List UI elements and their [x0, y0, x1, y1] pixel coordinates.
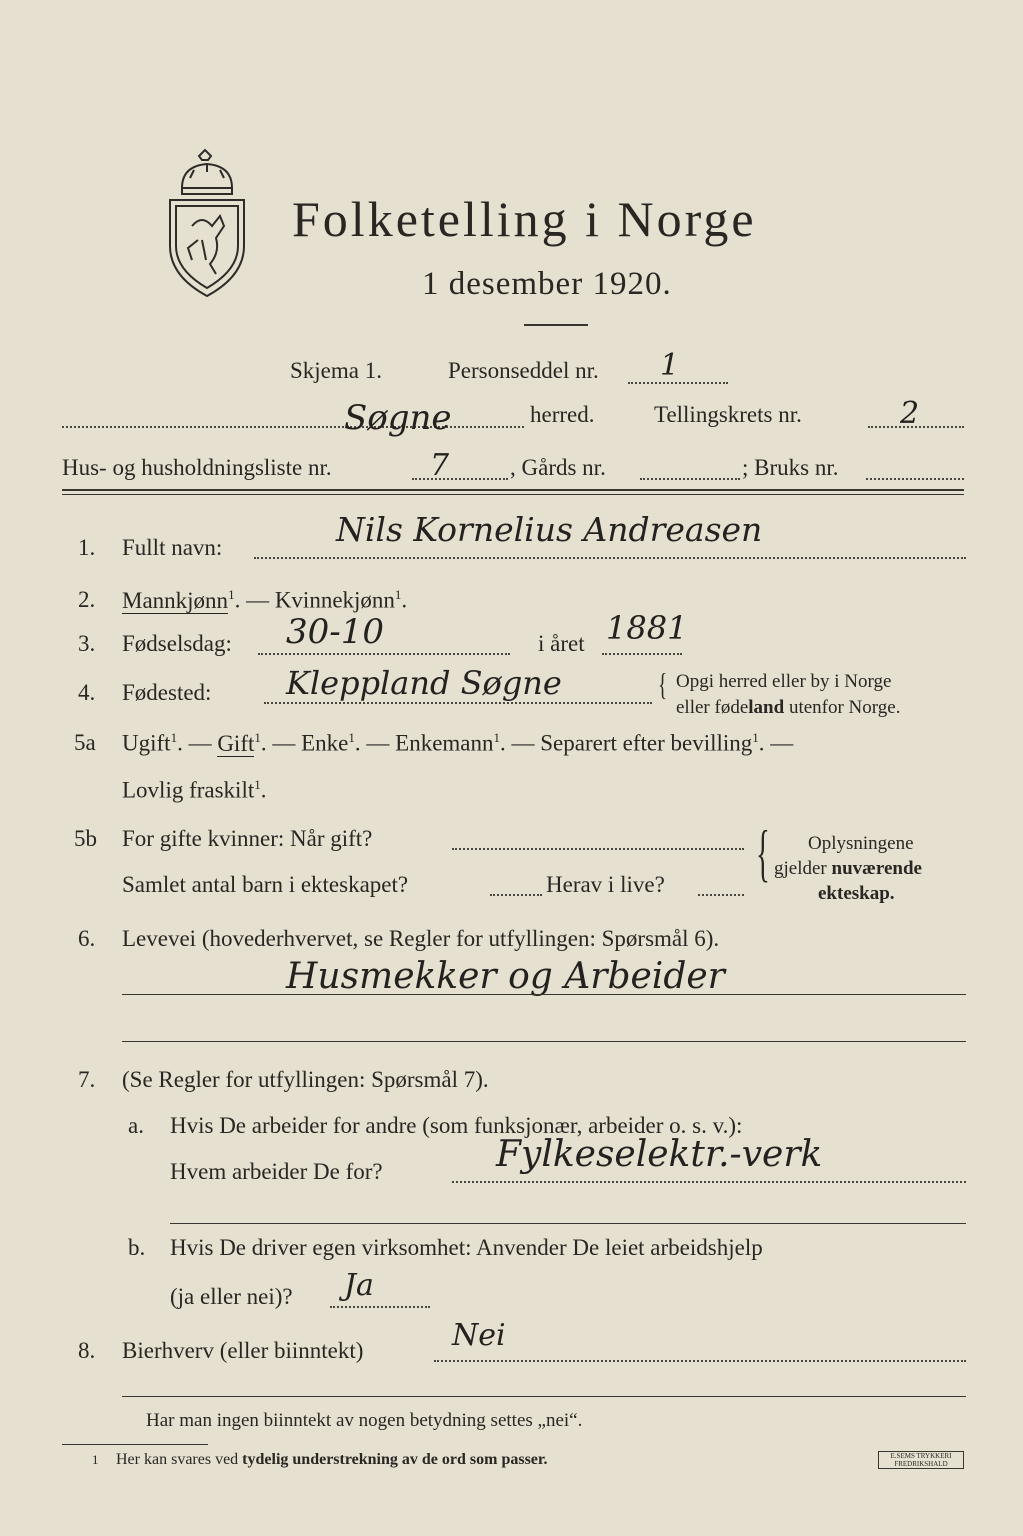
full-name-field[interactable] [254, 557, 966, 559]
side-income-value: Nei [452, 1318, 506, 1353]
skjema-label: Skjema 1. [290, 358, 382, 383]
gards-field[interactable] [640, 478, 740, 480]
q7b-label: Hvis De driver egen virksomhet: Anvender De leiet arbeidshjelp [170, 1235, 763, 1260]
q5b-note-line2: gjelder nuværende [774, 858, 922, 879]
birthplace-field[interactable] [264, 702, 652, 704]
marital-enkemann[interactable]: Enkemann [395, 730, 494, 756]
bruks-field[interactable] [866, 478, 964, 480]
census-date: 1 desember 1920. [422, 266, 672, 302]
q5b-children-label: Samlet antal barn i ekteskapet? [122, 872, 409, 897]
q8-number: 8. [78, 1338, 96, 1363]
birthyear-field[interactable] [602, 653, 682, 655]
hired-help-field[interactable] [330, 1306, 430, 1308]
marital-enke[interactable]: Enke [301, 730, 349, 756]
header-rule-top [62, 489, 964, 491]
q6-number: 6. [78, 926, 96, 951]
q7-label: (Se Regler for utfyllingen: Spørsmål 7). [122, 1067, 489, 1092]
q4-note-line1: Opgi herred eller by i Norge [676, 671, 892, 692]
marital-ugift[interactable]: Ugift [122, 730, 171, 756]
footnote-number: 1 [92, 1452, 99, 1467]
q7-number: 7. [78, 1067, 96, 1092]
gender-options: Mannkjønn$^1$. — Kvinnekjønn$^1$. [122, 587, 408, 613]
employer-value: Fylkeselektr.-verk [496, 1134, 823, 1175]
side-income-line-2[interactable] [122, 1396, 966, 1397]
gards-label: , Gårds nr. [510, 455, 606, 480]
birthyear-value: 1881 [606, 609, 688, 647]
q6-label: Levevei (hovederhvervet, se Regler for utfyllingen: Spørsmål 6). [122, 926, 720, 951]
personseddel-value: 1 [660, 348, 680, 383]
herred-label: herred. [530, 402, 595, 427]
q5b-note-line3: ekteskap. [818, 883, 895, 904]
marital-separert[interactable]: Separert efter bevilling [540, 730, 753, 756]
bruks-label: ; Bruks nr. [742, 455, 839, 480]
birthdate-field[interactable] [258, 653, 510, 655]
herred-value: Søgne [344, 398, 452, 438]
q7b-number: b. [128, 1235, 146, 1260]
q5b-note-line1: Oplysningene [808, 833, 914, 854]
q5b-alive-label: Herav i live? [546, 872, 665, 897]
q4-number: 4. [78, 680, 96, 705]
birthplace-value: Kleppland Søgne [286, 664, 562, 702]
q4-brace: { [658, 666, 668, 702]
side-income-field[interactable] [434, 1360, 966, 1362]
tellingskrets-label: Tellingskrets nr. [654, 402, 802, 427]
employer-field[interactable] [452, 1181, 966, 1183]
footnote-rule [62, 1444, 208, 1445]
marital-lovlig[interactable]: Lovlig fraskilt [122, 777, 255, 803]
full-name-value: Nils Kornelius Andreasen [336, 510, 763, 549]
q4-label: Fødested: [122, 680, 212, 705]
occupation-line-1[interactable] [122, 994, 966, 995]
occupation-value: Husmekker og Arbeider [286, 956, 725, 997]
q5b-brace: { [756, 817, 770, 888]
q7a-employer-label: Hvem arbeider De for? [170, 1159, 383, 1184]
q3-label: Fødselsdag: [122, 631, 232, 656]
personseddel-label: Personseddel nr. [448, 358, 599, 383]
birthyear-label: i året [538, 631, 585, 656]
printer-stamp: E.SEMS TRYKKERI FREDRIKSHALD [878, 1451, 964, 1469]
q5b-number: 5b [74, 826, 97, 851]
header-rule-bottom [62, 494, 964, 495]
herred-field[interactable] [62, 426, 524, 428]
q1-label: Fullt navn: [122, 535, 223, 560]
side-income-note: Har man ingen biinntekt av nogen betydning settes „nei“. [146, 1410, 583, 1431]
occupation-line-2[interactable] [122, 1041, 966, 1042]
hus-label: Hus- og husholdningsliste nr. [62, 455, 332, 480]
married-when-field[interactable] [452, 848, 744, 850]
coat-of-arms-icon [164, 148, 250, 300]
marital-status-options: Ugift$^1$. — Gift$^1$. — Enke$^1$. — Enkemann$^1$. — Separert efter bevilling$^1$. — [122, 730, 794, 756]
hus-value: 7 [430, 448, 450, 483]
footnote-text: Her kan svares ved tydelig understrekning av de ord som passer. [116, 1451, 548, 1468]
q5a-number: 5a [74, 730, 96, 755]
form-title: Folketelling i Norge [292, 191, 757, 247]
children-total-field[interactable] [490, 894, 542, 896]
q7a-number: a. [128, 1113, 144, 1138]
q5b-married-label: For gifte kvinner: Når gift? [122, 826, 373, 851]
marital-gift[interactable]: Gift [217, 730, 255, 756]
marital-lovlig-line: Lovlig fraskilt$^1$. [122, 777, 267, 803]
q2-number: 2. [78, 587, 96, 612]
q4-note-line2: eller fødeland utenfor Norge. [676, 697, 901, 718]
gender-female[interactable]: Kvinnekjønn [274, 587, 395, 613]
birthdate-value: 30-10 [286, 612, 385, 652]
q3-number: 3. [78, 631, 96, 656]
children-alive-field[interactable] [698, 894, 744, 896]
hired-help-value: Ja [344, 1268, 374, 1303]
q7a-label: Hvis De arbeider for andre (som funksjonær, arbeider o. s. v.): [170, 1113, 743, 1138]
q7b-yesno-label: (ja eller nei)? [170, 1284, 293, 1309]
gender-male[interactable]: Mannkjønn [122, 587, 229, 613]
employer-line-2[interactable] [170, 1223, 966, 1224]
q1-number: 1. [78, 535, 96, 560]
hus-field[interactable] [412, 478, 508, 480]
tellingskrets-value: 2 [900, 396, 920, 431]
q8-label: Bierhverv (eller biinntekt) [122, 1338, 364, 1363]
title-divider [524, 324, 588, 326]
